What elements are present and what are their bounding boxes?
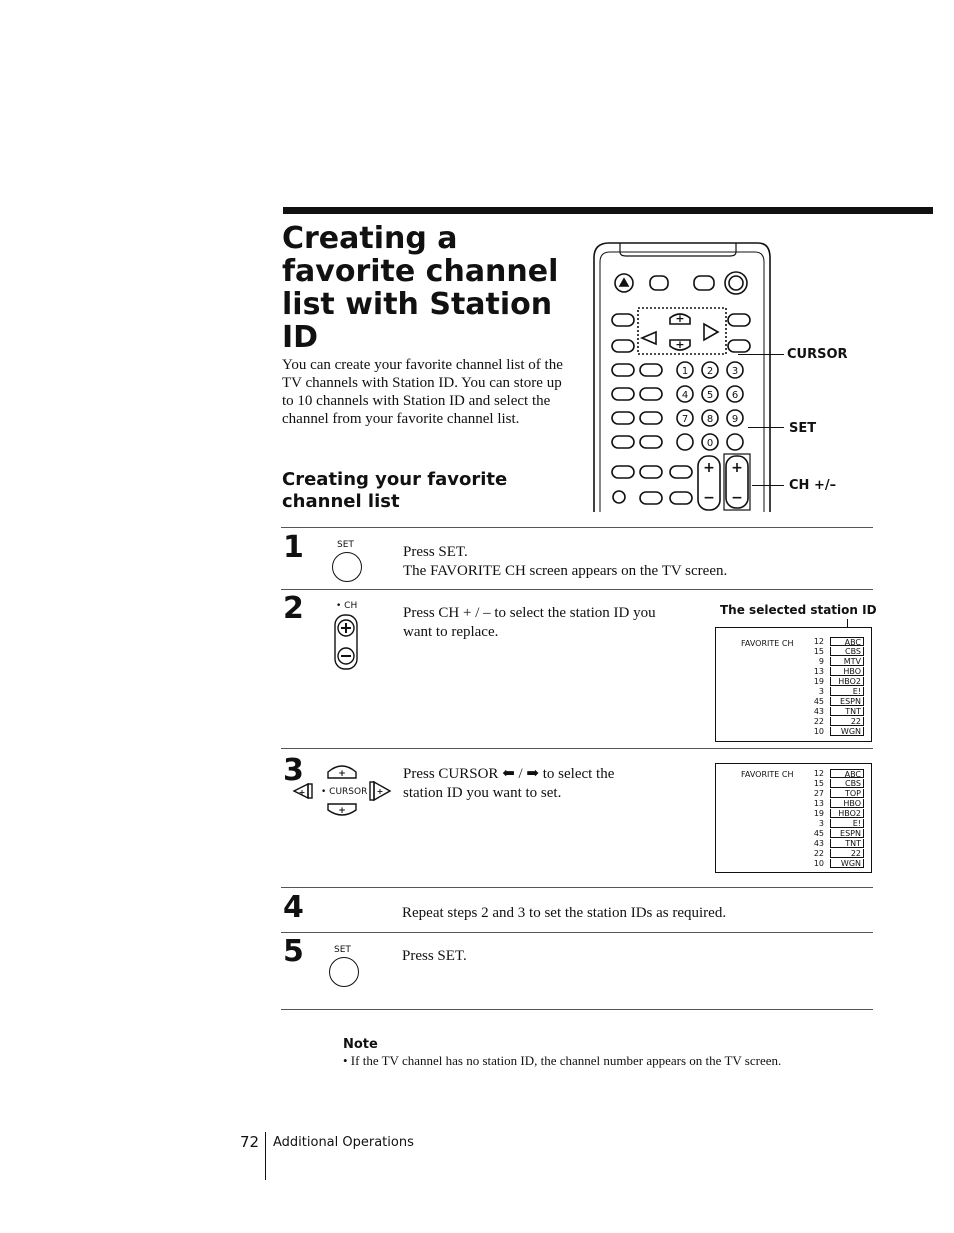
step-divider (281, 887, 873, 888)
selected-station-label: The selected station ID (720, 603, 877, 617)
step-line: Press CH + / – to select the station ID you (403, 605, 656, 621)
set-button-icon (329, 957, 359, 987)
step-divider (281, 589, 873, 590)
svg-text:+: + (338, 806, 346, 816)
set-button-label: SET (337, 540, 354, 550)
step-number: 4 (283, 890, 304, 925)
key-4: 4 (681, 390, 689, 401)
note-text: • If the TV channel has no station ID, the channel number appears on the TV screen. (343, 1053, 782, 1068)
cursor-callout: CURSOR (787, 347, 848, 362)
svg-text:+: + (338, 769, 346, 779)
set-callout: SET (789, 421, 817, 436)
step-line: The FAVORITE CH screen appears on the TV screen. (403, 563, 728, 579)
step-text (402, 947, 467, 966)
step-line: Press SET. (403, 544, 468, 560)
channel-list: 12 ABC 15 CBS 9 MTV 13 HBO 19 HBO2 3 E! 45 ESPN 43 TNT 22 22 10 WGN (800, 637, 870, 737)
step-number: 5 (283, 934, 304, 969)
step-line: Press CURSOR ⬅ / ➡ to select the (403, 766, 615, 782)
key-7: 7 (681, 414, 689, 425)
step-divider (281, 748, 873, 749)
svg-text:+: + (298, 788, 306, 797)
ch-button-label: • CH (336, 601, 358, 611)
step-divider (281, 932, 873, 933)
tv-screen (715, 627, 872, 742)
step-text (403, 604, 656, 642)
cursor-callout-line (738, 354, 784, 355)
intro-paragraph: You can create your favorite channel list of the TV channels with Station ID. You can store up to 10 channels with Station ID and select the channel from your favorite channel list. (282, 357, 563, 427)
title-line: list with Station (282, 287, 553, 322)
section-heading: Creating your favorite channel list (282, 469, 508, 512)
step-line: Press SET. (402, 948, 467, 964)
page-title (282, 222, 582, 354)
key-9: 9 (731, 414, 739, 425)
plus-icon: + (703, 460, 715, 476)
cursor-up-icon: + (675, 312, 685, 325)
remote-illustration (590, 240, 780, 515)
minus-icon: − (703, 490, 715, 506)
ch-plus-icon: + (731, 460, 743, 476)
page-number: 72 (240, 1133, 260, 1151)
set-button-label: SET (334, 945, 351, 955)
step-text (403, 543, 727, 581)
ch-minus-icon: − (731, 490, 743, 506)
ch-callout: CH +/– (789, 478, 837, 493)
footer-divider (265, 1132, 266, 1180)
ch-callout-line (752, 485, 784, 486)
footer-section-name: Additional Operations (273, 1135, 414, 1150)
key-6: 6 (731, 390, 739, 401)
key-1: 1 (681, 366, 689, 377)
step-divider (281, 1009, 873, 1010)
favorite-ch-label: FAVORITE CH (741, 770, 794, 779)
step-number: 1 (283, 530, 304, 565)
channel-list: 12 ABC 15 CBS 27 TOP 13 HBO 19 HBO2 3 E! 45 ESPN 43 TNT 22 22 10 WGN (800, 769, 870, 869)
key-0: 0 (706, 438, 714, 449)
step-number: 3 (283, 753, 304, 788)
top-rule (283, 207, 933, 214)
step-text (403, 765, 614, 803)
step-line: station ID you want to set. (403, 785, 562, 801)
set-callout-line (748, 427, 784, 428)
key-5: 5 (706, 390, 714, 401)
title-line: Creating a (282, 221, 458, 256)
step-line: Repeat steps 2 and 3 to set the station IDs as required. (402, 905, 727, 921)
step-line: want to replace. (403, 624, 499, 640)
tv-screen (715, 763, 872, 873)
key-2: 2 (706, 366, 714, 377)
note-heading: Note (343, 1037, 378, 1052)
svg-text:+: + (376, 787, 384, 796)
cursor-button-label: • CURSOR (321, 787, 368, 797)
step-divider (281, 527, 873, 528)
step-number: 2 (283, 591, 304, 626)
ch-button-icon (334, 614, 358, 670)
title-line: favorite channel (282, 254, 559, 289)
favorite-ch-label: FAVORITE CH (741, 639, 794, 648)
step-text (402, 904, 726, 923)
remote-control-drawing (590, 240, 780, 515)
cursor-down-icon: + (675, 338, 685, 351)
set-button-icon (332, 552, 362, 582)
key-3: 3 (731, 366, 739, 377)
title-line: ID (282, 320, 319, 355)
key-8: 8 (706, 414, 714, 425)
